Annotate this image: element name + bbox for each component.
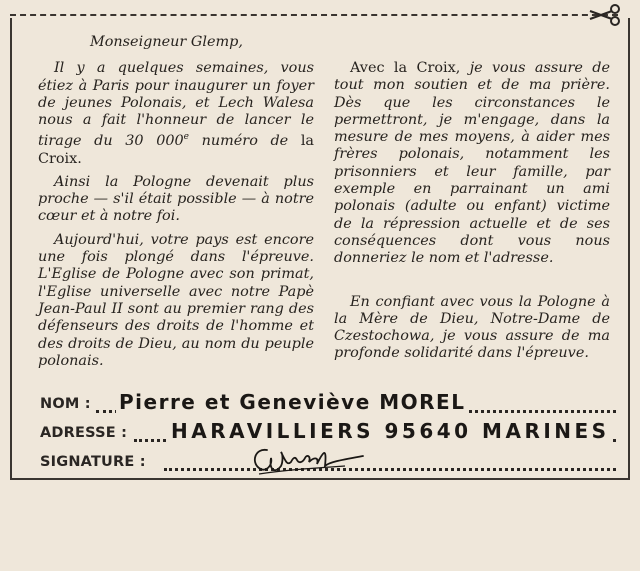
paragraph-4 [334, 60, 610, 268]
adresse-label: ADRESSE : [40, 425, 128, 441]
letter-left-column [38, 34, 314, 376]
newspaper-name-2: Avec la Croix, [350, 60, 461, 76]
handwritten-signature [245, 440, 365, 480]
paragraph-3: Aujourd'hui, votre pays est encore une fois plongé dans l'épreuve. L'Eglise de Pologne avec son primat, l'Eglise universelle avec notre Papè Jean-Paul II sont au premier rang des défenseurs des droits de l'homme et des droits de Dieu, au nom du peuple polonais. [38, 231, 314, 369]
salutation: Monseigneur Glemp, [90, 34, 243, 50]
paragraph-1-text: Il y a quelques semaines, vous étiez à Paris pour inaugurer un foyer de jeunes Polonais, et Lech Walesa nous a fait l'honneur de lancer le tirage du 30 000 [38, 60, 314, 150]
signature-field[interactable] [164, 454, 616, 471]
paragraph-4-text: je vous assure de tout mon soutien et de ma prière. Dès que les circonstances le permettront, je m'engage, dans la mesure de mes moyens, à aider mes frères polonais, notamment les prisonniers et leur famille, par exemple en parrainant un ami polonais (adulte ou enfant) victime de la répression actuelle et de ses conséquences dont vous nous donneriez le nom et l'adresse. [334, 60, 610, 267]
closing-paragraph: En confiant avec vous la Pologne à la Mère de Dieu, Notre-Dame de Czestochowa, je vous assure de ma profonde solidarité dans l'épreuve. [334, 293, 610, 362]
paragraph-1 [38, 60, 314, 168]
signature-form [40, 392, 620, 479]
adresse-value: HARAVILLIERS 95640 MARINES [168, 419, 613, 443]
paragraph-2: Ainsi la Pologne devenait plus proche — s'il était possible — à notre cœur et à notre foi. [38, 173, 314, 225]
nom-value: Pierre et Geneviève MOREL [116, 390, 468, 414]
signature-label: SIGNATURE : [40, 454, 146, 470]
newspaper-name: la Croix. [38, 133, 314, 167]
nom-label: NOM : [40, 396, 91, 412]
signature-row [40, 450, 620, 475]
nom-row [40, 392, 620, 417]
letter-right-column [334, 60, 610, 369]
cut-line [10, 14, 618, 16]
ordinal-superscript: e [183, 132, 189, 143]
paragraph-1-tail: numéro de [189, 133, 301, 150]
